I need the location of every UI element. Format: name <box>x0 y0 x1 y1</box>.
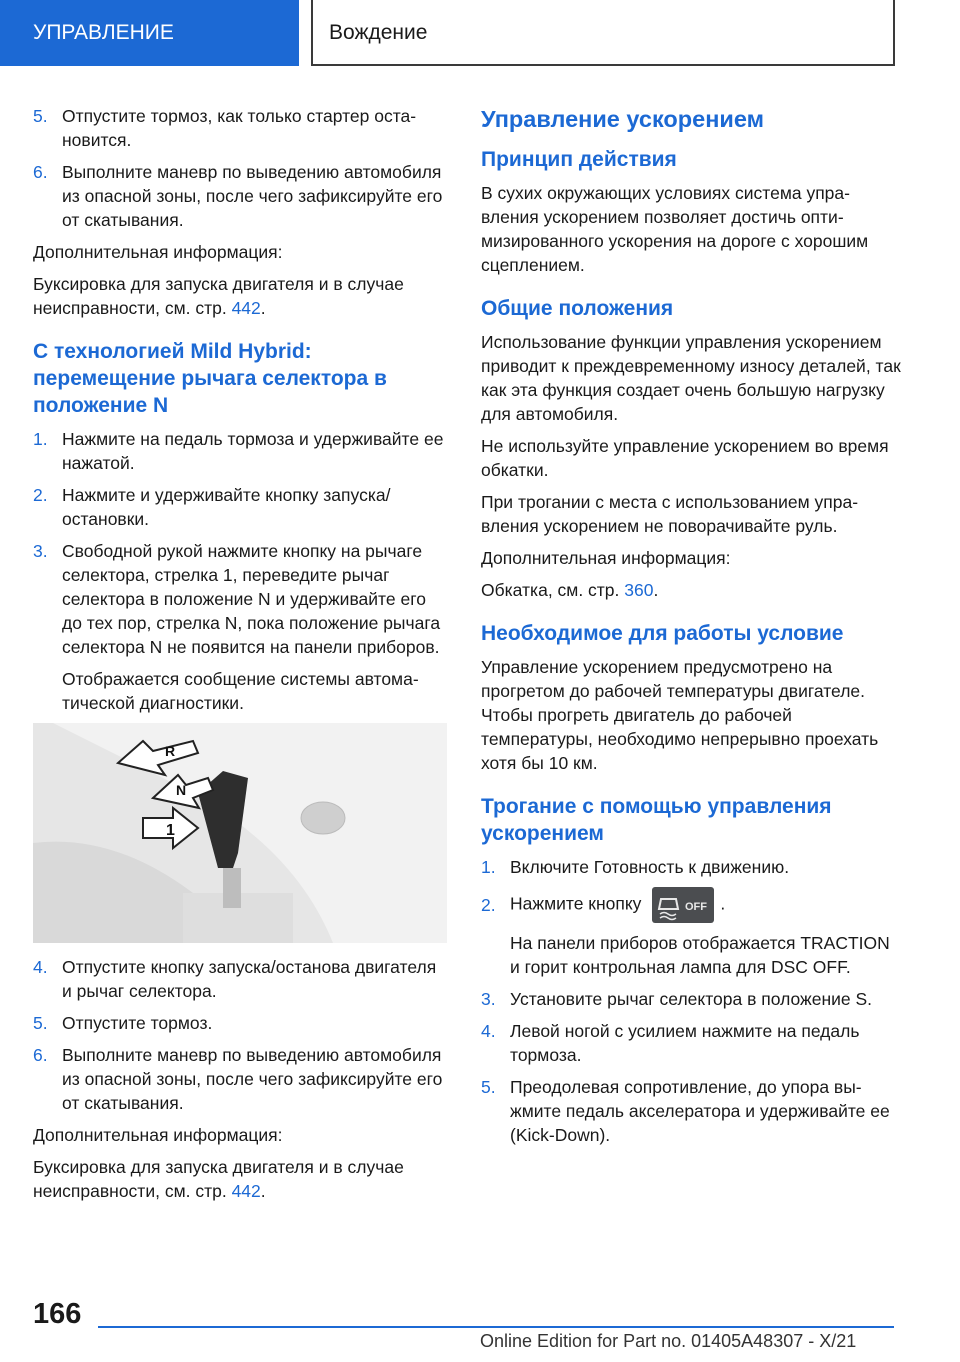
section-heading: С технологией Mild Hybrid: перемещение рычага селектора в положение N <box>33 340 387 417</box>
edition-note: Online Edition for Part no. 01405A48307 - X/21 <box>480 1331 857 1351</box>
info-text: Обкатка, см. стр. 360. <box>481 580 659 600</box>
list-item: 6. Выполните маневр по выведению автомобиля из опасной зоны, после чего зафиксируйте его от скатывания. <box>33 1045 443 1113</box>
section-heading: Трогание с помощью управления ускорением <box>481 795 832 845</box>
info-label: Дополнительная информация: <box>33 242 283 262</box>
info-label: Дополнительная информация: <box>33 1125 283 1145</box>
list-item: 1. Включите Готовность к движению. <box>481 857 790 877</box>
paragraph: Управление ускорением предусмотрено на прогретом до рабочей температуры двигателе. Чтобы прогреть двигатель до рабочей температуры, необходимо непрерывно проехать хотя бы 10 км. <box>481 657 879 773</box>
page-link[interactable]: 360 <box>624 580 654 600</box>
page-title: Управление ускорением <box>481 106 764 132</box>
paragraph: При трогании с места с использованием управления ускорением не поворачивайте руль. <box>481 492 859 536</box>
list-item: 6. Выполните маневр по выведению автомобиля из опасной зоны, после чего зафиксируйте его от скатывания. <box>33 162 443 230</box>
traction-off-button-icon <box>652 887 714 923</box>
list-item: 2. Нажмите кнопку OFF . <box>481 887 901 923</box>
section-heading: Необходимое для работы условие <box>481 622 844 645</box>
list-item: 3. Установите рычаг селектора в положение S. <box>481 989 873 1009</box>
section-heading: Принцип действия <box>481 148 677 171</box>
page-link[interactable]: 442 <box>231 298 261 318</box>
list-item: 4. Отпустите кнопку запуска/останова двигателя и рычаг селектора. <box>33 957 437 1001</box>
section-title: УПРАВЛЕНИЕ <box>33 21 174 44</box>
page-link[interactable]: 442 <box>231 1181 261 1201</box>
list-item: 5. Отпустите тормоз, как только стартер остановится. <box>33 106 417 150</box>
svg-text:OFF: OFF <box>685 901 708 913</box>
gear-selector-illustration <box>33 723 447 943</box>
list-item: 4. Левой ногой с усилием нажмите на педаль тормоза. <box>481 1021 860 1065</box>
footer-divider <box>98 1326 894 1328</box>
arrow-label-1: 1 <box>166 822 175 839</box>
arrow-label-r: R <box>165 743 176 759</box>
paragraph: В сухих окружающих условиях система управления ускорением позволяет достичь оптимизированного ускорения на дороге с хорошим сцеплением. <box>481 183 869 275</box>
list-item: 1. Нажмите на педаль тормоза и удерживайте ее нажатой. <box>33 429 444 473</box>
list-item: 5. Преодолевая сопротивление, до упора выжмите педаль акселератора и удерживайте ее (Kick-Down). <box>481 1077 890 1145</box>
section-heading: Общие положения <box>481 297 674 320</box>
section-tab[interactable] <box>0 0 299 66</box>
info-text: Буксировка для запуска двигателя и в случае неисправности, см. стр. 442. <box>33 274 404 318</box>
left-column <box>33 104 447 1211</box>
step-note: На панели приборов отображается TRACTION и горит контрольная лампа для DSC OFF. <box>510 933 890 977</box>
arrow-label-n: N <box>176 782 187 798</box>
list-item: 2. Нажмите и удерживайте кнопку запуска/остановки. <box>33 485 391 529</box>
list-item: 3. Свободной рукой нажмите кнопку на рычаге селектора, стрелка 1, переведите рычаг селектора в положение N и удерживайте его до тех пор, стрелка N, пока положение рычага селектора N не появится на панели приборов. <box>33 541 441 657</box>
list-item: 5. Отпустите тормоз. <box>33 1013 213 1033</box>
info-text: Буксировка для запуска двигателя и в случае неисправности, см. стр. 442. <box>33 1157 404 1201</box>
chapter-title: Вождение <box>329 21 428 44</box>
right-column <box>481 104 901 1155</box>
step-note: Отображается сообщение системы автоматической диагностики. <box>62 669 419 713</box>
paragraph: Не используйте управление ускорением во время обкатки. <box>481 436 889 480</box>
page-number: 166 <box>33 1298 82 1330</box>
paragraph: Использование функции управления ускорением приводит к преждевременному износу деталей, так как эта функция создает очень большую нагрузку для автомобиля. <box>481 332 901 424</box>
chapter-tab[interactable] <box>311 0 895 66</box>
gear-selector-photo <box>33 723 447 943</box>
info-label: Дополнительная информация: <box>481 548 731 568</box>
